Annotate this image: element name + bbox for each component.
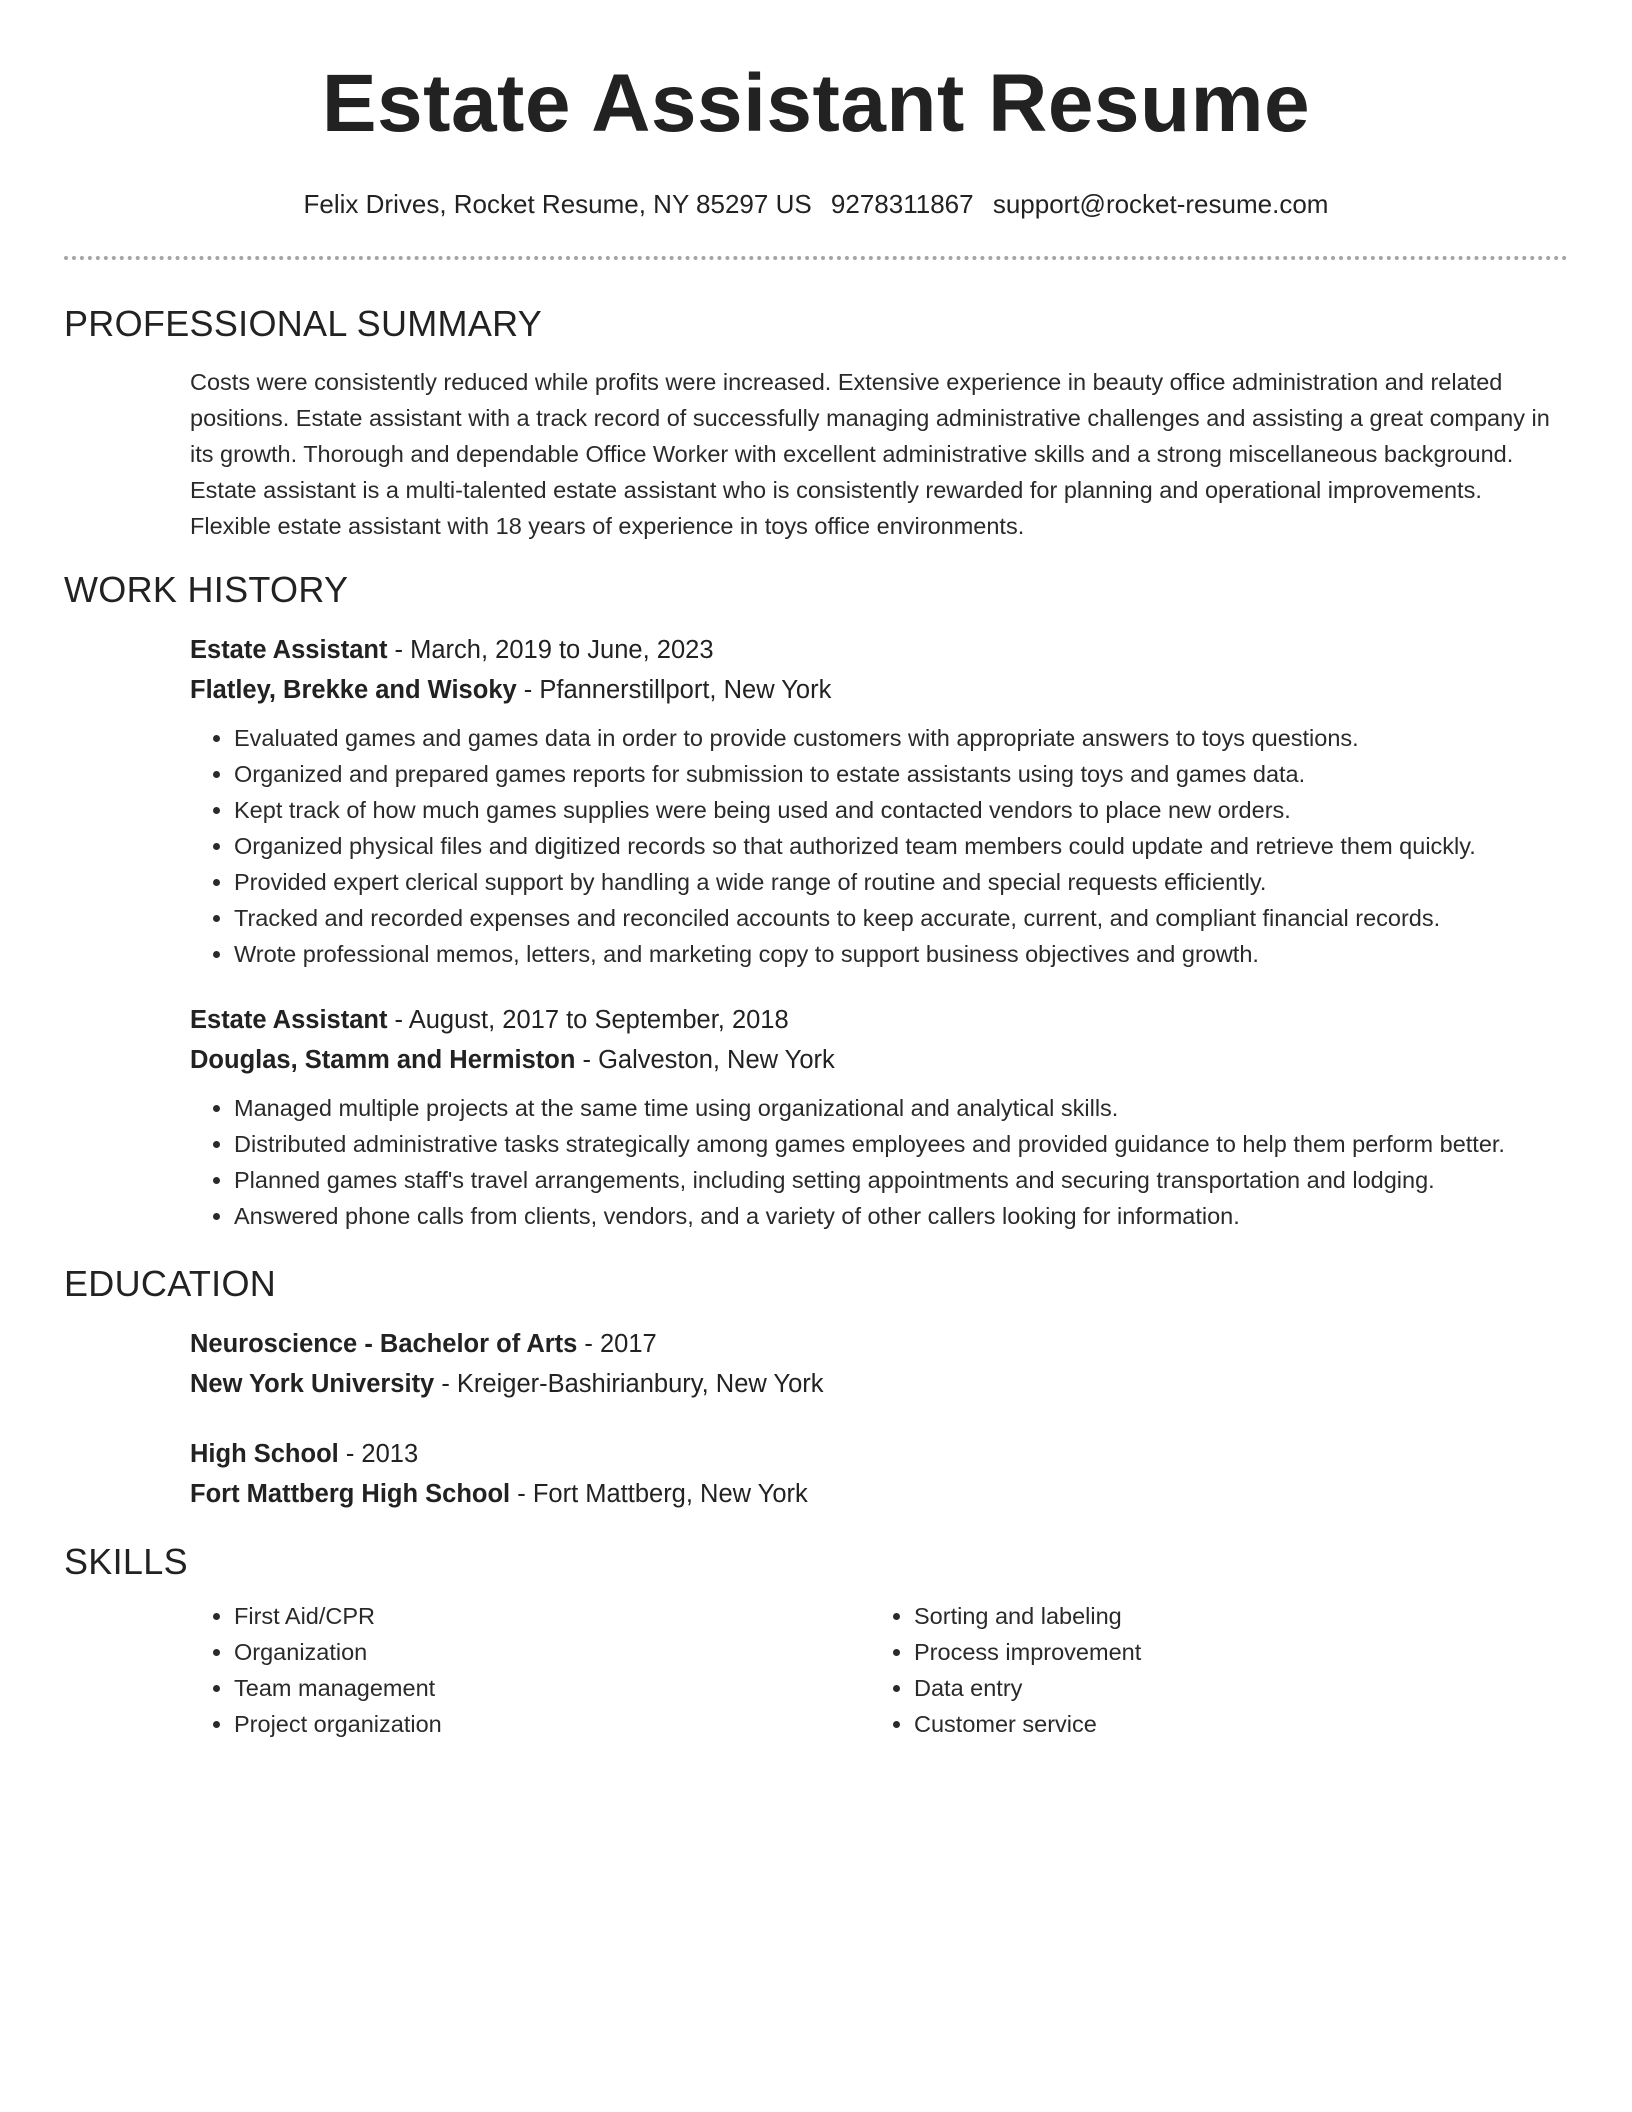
job-title: Estate Assistant (190, 1006, 388, 1034)
job-company: Flatley, Brekke and Wisoky (190, 676, 517, 704)
job-bullet: • Distributed administrative tasks strategically among games employees and provided guidance to help them perform better. (234, 1126, 1568, 1162)
job-location: - Pfannerstillport, New York (516, 676, 832, 704)
graduation-year: - 2013 (338, 1440, 419, 1468)
graduation-year: - 2017 (577, 1330, 657, 1358)
job-company-line (190, 670, 1568, 710)
summary-text: Costs were consistently reduced while profits were increased. Extensive experience in beauty office administration and related positions. Estate assistant with a track record of successfully managing administrative challenges and assisting a great company in its growth. Thorough and dependable Office Worker with excellent administrative skills and a strong miscellaneous background. Estate assistant is a multi-talented estate assistant who is consistently rewarded for planning and operational improvements. Flexible estate assistant with 18 years of experience in toys office environments. (190, 369, 1550, 539)
school-location: - Kreiger-Bashirianbury, New York (434, 1370, 824, 1398)
job-bullet: • Wrote professional memos, letters, and marketing copy to support business objectives and growth. (234, 936, 1568, 972)
job-bullets (190, 720, 1568, 972)
education-entry (190, 1434, 1568, 1514)
job-bullet: • Planned games staff's travel arrangements, including setting appointments and securing transportation and lodging. (234, 1162, 1568, 1198)
contact-address: Felix Drives, Rocket Resume, NY 85297 US (303, 189, 812, 219)
school-location: - Fort Mattberg, New York (510, 1480, 808, 1508)
job-bullets (190, 1090, 1568, 1234)
job-location: - Galveston, New York (575, 1046, 835, 1074)
skills-column-left (190, 1598, 870, 1742)
skill-item: • First Aid/CPR (234, 1598, 870, 1634)
skills-column-right (870, 1598, 1550, 1742)
school-line (190, 1474, 1568, 1514)
job-company-line (190, 1040, 1568, 1080)
degree-line (190, 1434, 1568, 1474)
skill-item: • Organization (234, 1634, 870, 1670)
job-bullet: • Organized physical files and digitized records so that authorized team members could update and retrieve them quickly. (234, 828, 1568, 864)
school-line (190, 1364, 1568, 1404)
job-bullet: • Evaluated games and games data in order to provide customers with appropriate answers to toys questions. (234, 720, 1568, 756)
job-bullet: • Kept track of how much games supplies were being used and contacted vendors to place new orders. (234, 792, 1568, 828)
education-entry (190, 1324, 1568, 1404)
job-entry (190, 1000, 1568, 1234)
job-dates: - August, 2017 to September, 2018 (387, 1006, 789, 1034)
job-title: Estate Assistant (190, 636, 388, 664)
job-bullet: • Tracked and recorded expenses and reconciled accounts to keep accurate, current, and compliant financial records. (234, 900, 1568, 936)
contact-email: support@rocket-resume.com (992, 189, 1329, 219)
job-title-line (190, 630, 1568, 670)
skills-heading: SKILLS (64, 1541, 188, 1582)
job-company: Douglas, Stamm and Hermiston (190, 1046, 576, 1074)
job-bullet: • Managed multiple projects at the same time using organizational and analytical skills. (234, 1090, 1568, 1126)
skill-item: • Data entry (914, 1670, 1550, 1706)
summary-heading: PROFESSIONAL SUMMARY (64, 303, 543, 344)
skill-item: • Process improvement (914, 1634, 1550, 1670)
job-bullet: • Organized and prepared games reports for submission to estate assistants using toys and games data. (234, 756, 1568, 792)
contact-line (64, 188, 1568, 220)
job-dates: - March, 2019 to June, 2023 (387, 636, 714, 664)
job-bullet: • Answered phone calls from clients, vendors, and a variety of other callers looking for information. (234, 1198, 1568, 1234)
skills-list (190, 1598, 1568, 1742)
skill-item: • Sorting and labeling (914, 1598, 1550, 1634)
work-history-heading: WORK HISTORY (64, 569, 349, 610)
job-entry (190, 630, 1568, 972)
job-bullet: • Provided expert clerical support by handling a wide range of routine and special requests efficiently. (234, 864, 1568, 900)
degree-line (190, 1324, 1568, 1364)
header-divider (64, 256, 1568, 260)
school: New York University (190, 1370, 435, 1398)
skill-item: • Project organization (234, 1706, 870, 1742)
skill-item: • Team management (234, 1670, 870, 1706)
degree: High School (190, 1440, 339, 1468)
degree: Neuroscience - Bachelor of Arts (190, 1330, 578, 1358)
contact-phone: 9278311867 (830, 189, 974, 219)
job-title-line (190, 1000, 1568, 1040)
education-heading: EDUCATION (64, 1263, 277, 1304)
school: Fort Mattberg High School (190, 1480, 511, 1508)
skill-item: • Customer service (914, 1706, 1550, 1742)
resume-title: Estate Assistant Resume (321, 58, 1311, 149)
